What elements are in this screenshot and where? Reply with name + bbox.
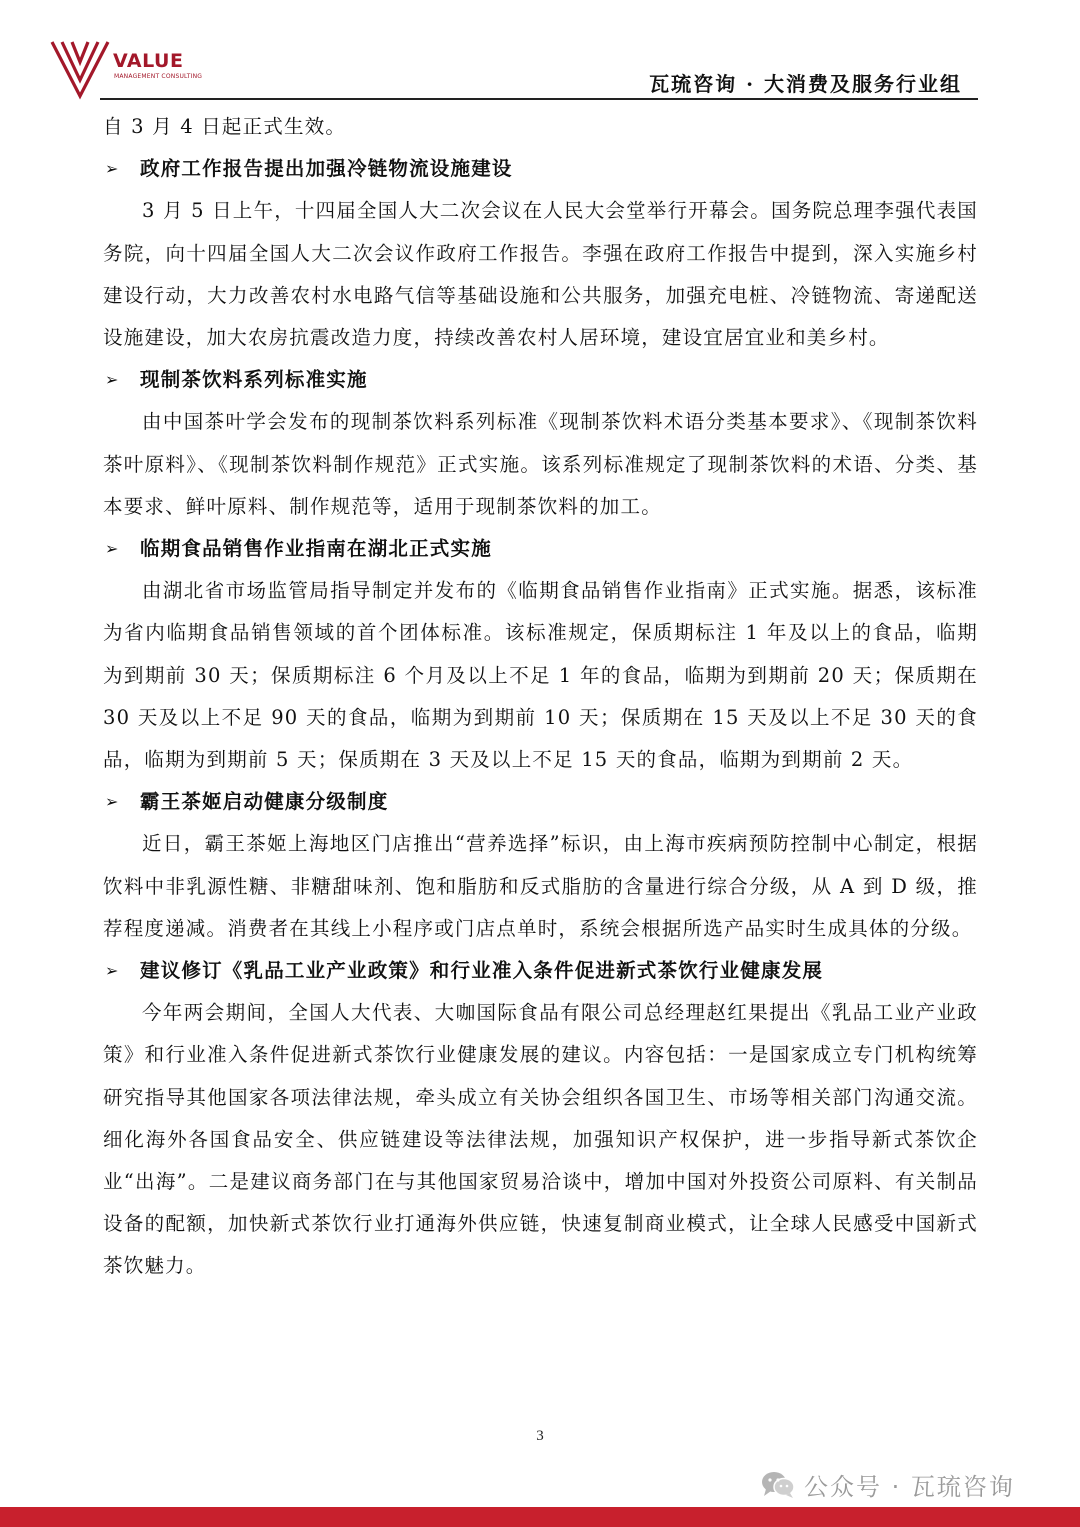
arrow-bullet-icon: ➢ xyxy=(105,792,120,812)
wechat-icon xyxy=(760,1470,796,1498)
page-header xyxy=(0,0,1080,110)
section-heading xyxy=(103,359,978,401)
section-paragraph: 由湖北省市场监管局指导制定并发布的《临期食品销售作业指南》正式实施。据悉，该标准为省内临期食品销售领域的首个团体标准。该标准规定，保质期标注 1 年及以上的食品，临期为到期前 30 天；保质期标注 6 个月及以上不足 1 年的食品，临期为到期前 20 天；保质期在 30 天及以上不足 90 天的食品，临期为到期前 10 天；保质期在 15 天及以上不足 30 天的食品，临期为到期前 5 天；保质期在 3 天及以上不足 15 天的食品，临期为到期前 2 天。 xyxy=(103,579,978,772)
section-heading-text: 现制茶饮料系列标准实施 xyxy=(140,368,368,392)
section-heading xyxy=(103,950,978,992)
arrow-bullet-icon: ➢ xyxy=(105,539,120,559)
section-paragraph: 近日，霸王茶姬上海地区门店推出“营养选择”标识，由上海市疾病预防控制中心制定，根据饮料中非乳源性糖、非糖甜味剂、饱和脂肪和反式脂肪的含量进行综合分级，从 A 到 D 级，推荐程度递减。消费者在其线上小程序或门店点单时，系统会根据所选产品实时生成具体的分级。 xyxy=(103,832,978,940)
logo-subtext: MANAGEMENT CONSULTING xyxy=(114,73,203,80)
arrow-bullet-icon: ➢ xyxy=(105,370,120,390)
section-heading-text: 临期食品销售作业指南在湖北正式实施 xyxy=(140,537,492,561)
header-title: 瓦琉咨询 · 大消费及服务行业组 xyxy=(649,72,962,96)
wechat-watermark xyxy=(760,1466,1015,1502)
footer-color-bar xyxy=(0,1507,1080,1527)
section-heading xyxy=(103,528,978,570)
page-number: 3 xyxy=(536,1428,544,1444)
section-heading xyxy=(103,148,978,190)
section-heading xyxy=(103,781,978,823)
section-paragraph: 3 月 5 日上午，十四届全国人大二次会议在人民大会堂举行开幕会。国务院总理李强代表国务院，向十四届全国人大二次会议作政府工作报告。李强在政府工作报告中提到，深入实施乡村建设行动，大力改善农村水电路气信等基础设施和公共服务，加强充电桩、冷链物流、寄递配送设施建设，加大农房抗震改造力度，持续改善农村人居环境，建设宜居宜业和美乡村。 xyxy=(103,199,979,350)
watermark-text: 公众号 · 瓦琉咨询 xyxy=(804,1472,1015,1501)
section-heading-text: 建议修订《乳品工业产业政策》和行业准入条件促进新式茶饮行业健康发展 xyxy=(140,959,824,983)
logo-wordmark: VALUE xyxy=(113,50,184,72)
value-logo xyxy=(50,38,203,100)
intro-paragraph: 自 3 月 4 日起正式生效。 xyxy=(103,115,347,138)
arrow-bullet-icon: ➢ xyxy=(105,961,120,981)
document-body xyxy=(103,106,978,1288)
section-heading-text: 霸王茶姬启动健康分级制度 xyxy=(140,790,389,814)
section-heading-text: 政府工作报告提出加强冷链物流设施建设 xyxy=(140,157,513,181)
value-v-logo-icon xyxy=(50,38,112,100)
section-paragraph: 今年两会期间，全国人大代表、大咖国际食品有限公司总经理赵红果提出《乳品工业产业政策》和行业准入条件促进新式茶饮行业健康发展的建议。内容包括：一是国家成立专门机构统筹研究指导其他国家各项法律法规，牵头成立有关协会组织各国卫生、市场等相关部门沟通交流。细化海外各国食品安全、供应链建设等法律法规，加强知识产权保护，进一步指导新式茶饮企业“出海”。二是建议商务部门在与其他国家贸易洽谈中，增加中国对外投资公司原料、有关制品设备的配额，加快新式茶饮行业打通海外供应链，快速复制商业模式，让全球人民感受中国新式茶饮魅力。 xyxy=(103,1001,978,1278)
header-divider xyxy=(100,98,978,100)
section-paragraph: 由中国茶叶学会发布的现制茶饮料系列标准《现制茶饮料术语分类基本要求》、《现制茶饮料茶叶原料》、《现制茶饮料制作规范》正式实施。该系列标准规定了现制茶饮料的术语、分类、基本要求、鲜叶原料、制作规范等，适用于现制茶饮料的加工。 xyxy=(103,410,978,518)
arrow-bullet-icon: ➢ xyxy=(105,159,120,179)
